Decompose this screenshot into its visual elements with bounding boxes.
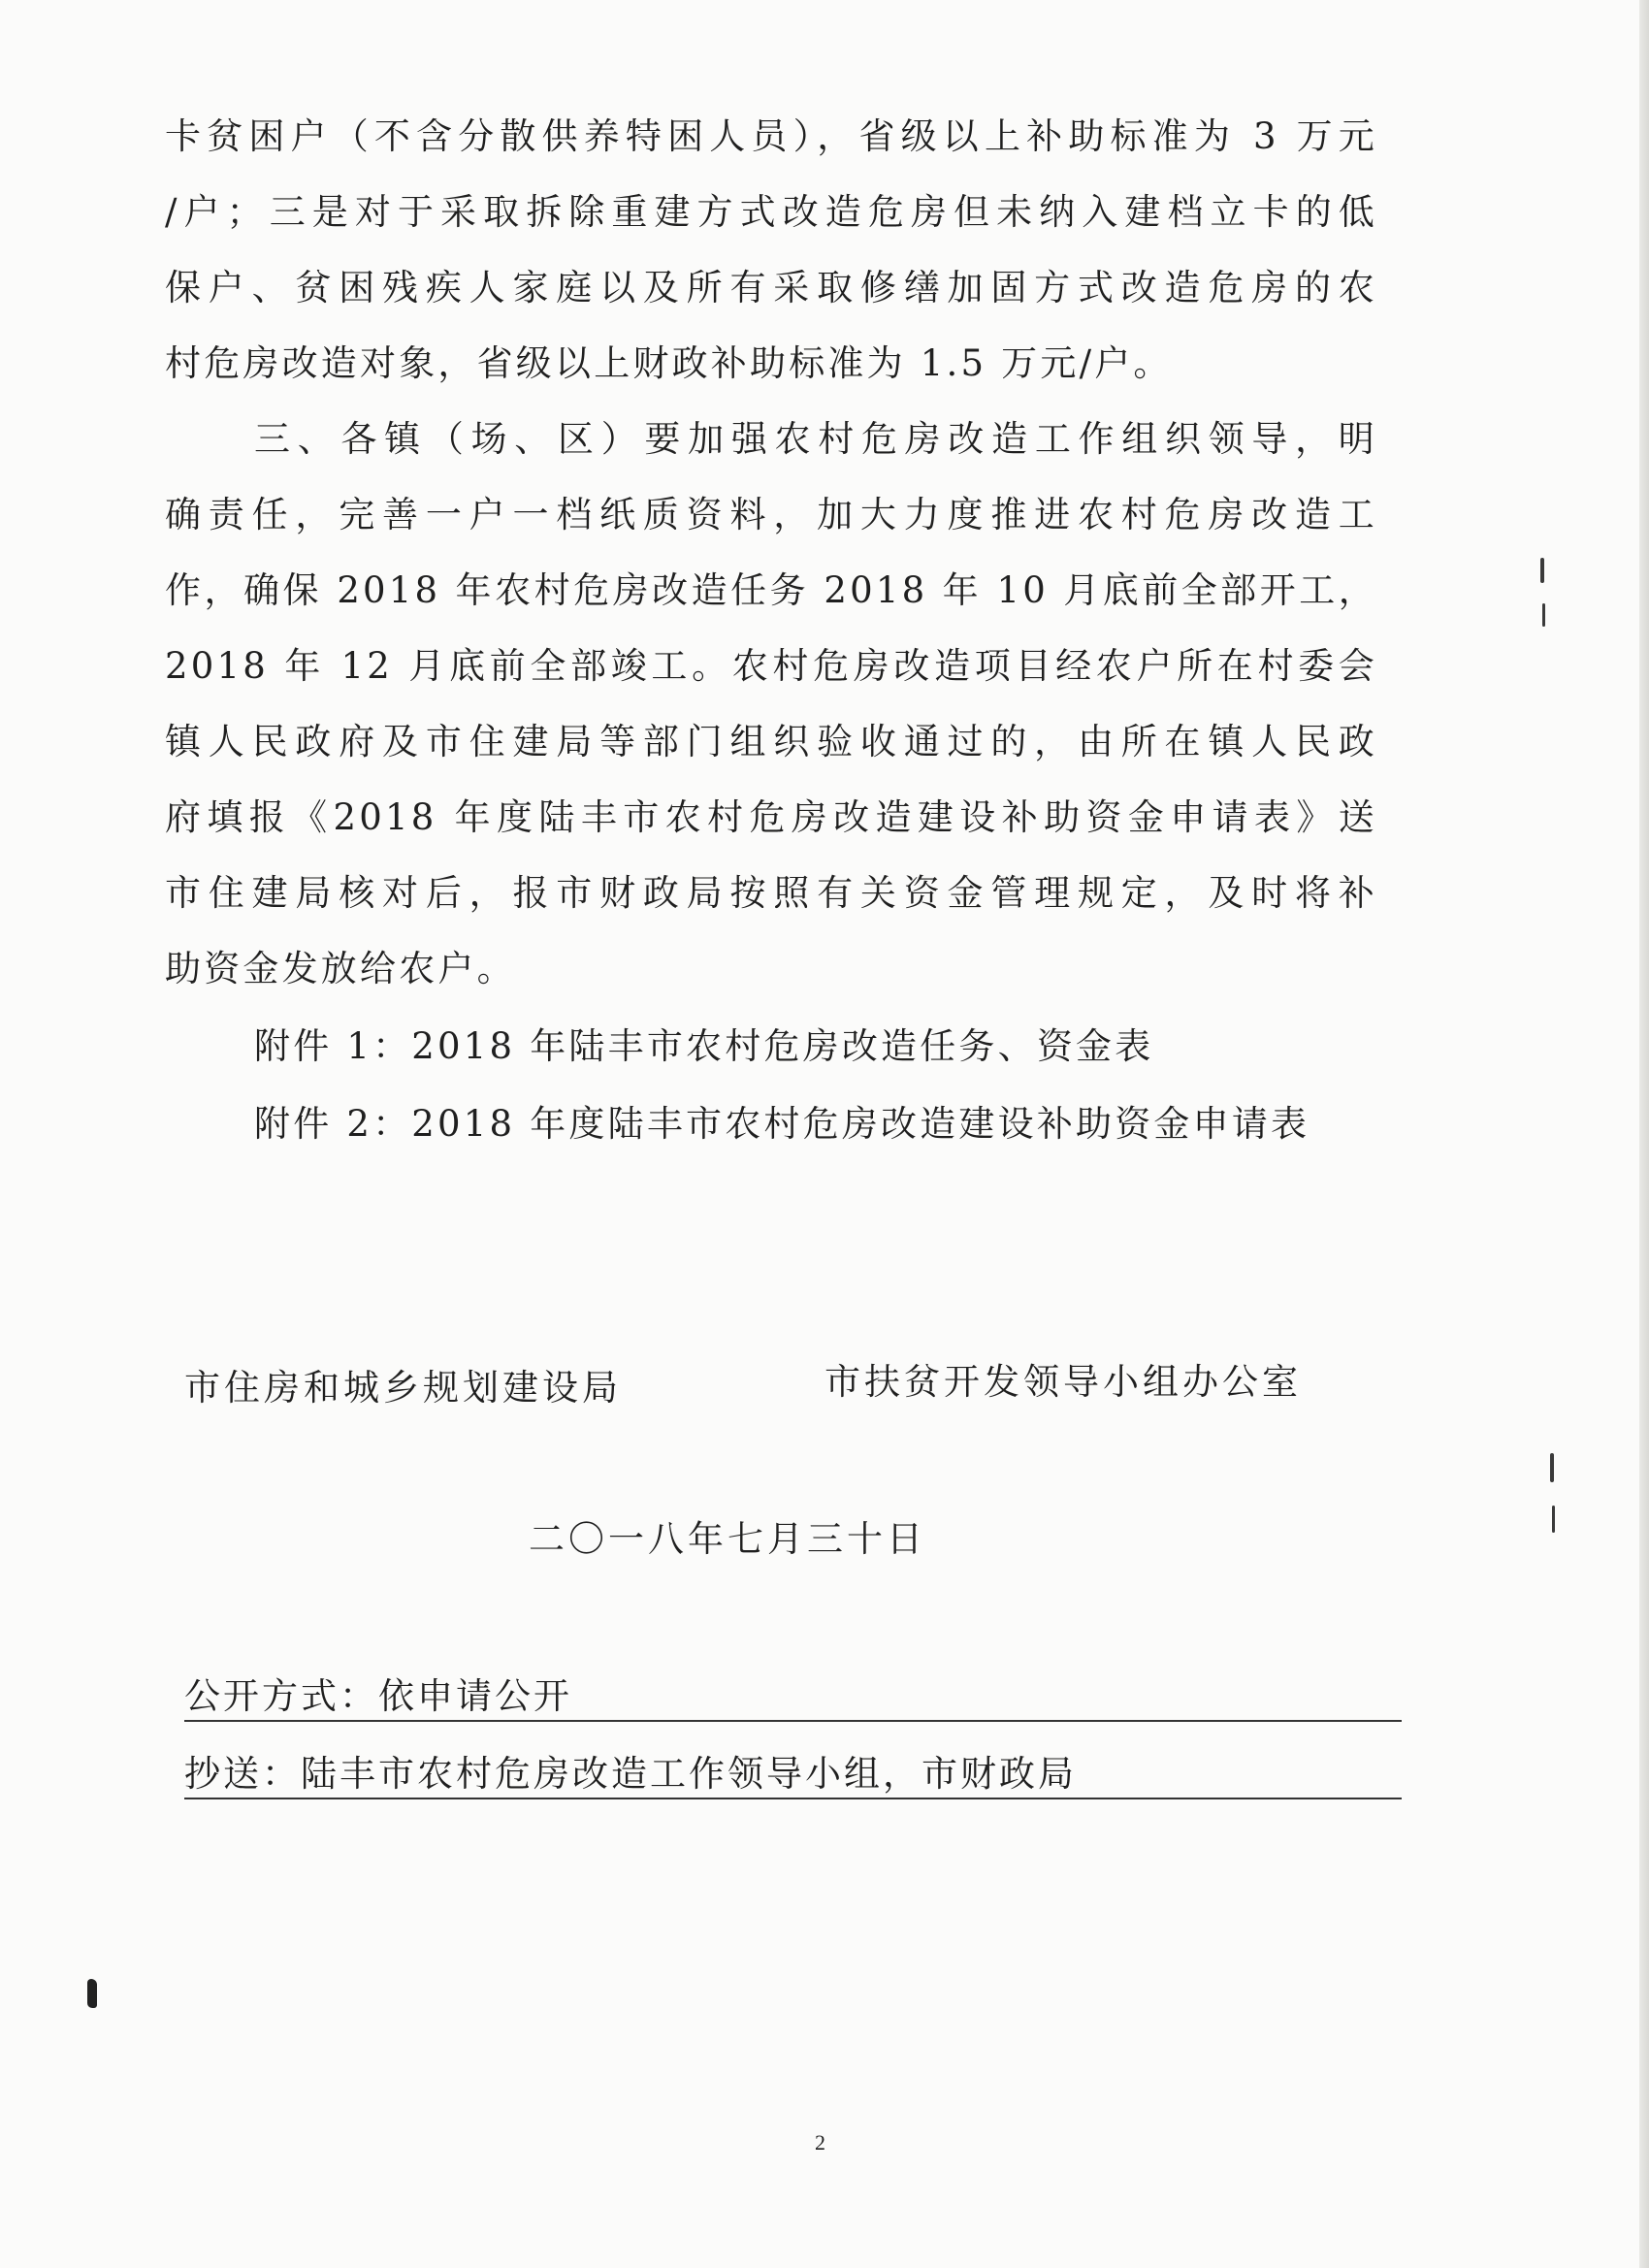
scan-edge xyxy=(1639,0,1649,2268)
section-three-heading-line: 三、各镇（场、区）要加强农村危房改造工作组织领导，明 xyxy=(254,418,1377,460)
body-line-4: 村危房改造对象，省级以上财政补助标准为 1.5 万元/户。 xyxy=(165,342,1173,384)
body-line-9: 镇人民政府及市住建局等部门组织验收通过的，由所在镇人民政 xyxy=(165,721,1377,762)
body-line-10: 府填报《2018 年度陆丰市农村危房改造建设补助资金申请表》送 xyxy=(165,796,1377,838)
cc-recipients: 抄送：陆丰市农村危房改造工作领导小组，市财政局 xyxy=(184,1756,1402,1799)
ink-mark xyxy=(87,1979,97,2008)
body-line-3: 保户、贫困残疾人家庭以及所有采取修缮加固方式改造危房的农 xyxy=(165,267,1377,308)
body-line-7: 作，确保 2018 年农村危房改造任务 2018 年 10 月底前全部开工， xyxy=(165,569,1377,611)
body-line-6: 确责任，完善一户一档纸质资料，加大力度推进农村危房改造工 xyxy=(165,494,1377,535)
body-line-11: 市住建局核对后，报市财政局按照有关资金管理规定，及时将补 xyxy=(165,872,1377,914)
staple-mark xyxy=(1552,1506,1555,1533)
staple-mark xyxy=(1550,1453,1554,1482)
issuer-right: 市扶贫开发领导小组办公室 xyxy=(824,1361,1302,1403)
body-line-8: 2018 年 12 月底前全部竣工。农村危房改造项目经农户所在村委会 xyxy=(165,645,1377,687)
body-line-2: /户；三是对于采取拆除重建方式改造危房但未纳入建档立卡的低 xyxy=(165,191,1377,233)
page-number: 2 xyxy=(815,2130,825,2155)
attachment-1: 附件 1：2018 年陆丰市农村危房改造任务、资金表 xyxy=(254,1025,1154,1067)
disclosure-method: 公开方式：依申请公开 xyxy=(184,1678,1402,1722)
issuer-left: 市住房和城乡规划建设局 xyxy=(184,1367,622,1409)
staple-mark xyxy=(1542,603,1545,627)
attachment-2: 附件 2：2018 年度陆丰市农村危房改造建设补助资金申请表 xyxy=(254,1103,1310,1145)
staple-mark xyxy=(1540,558,1544,583)
body-line-1: 卡贫困户（不含分散供养特困人员），省级以上补助标准为 3 万元 xyxy=(165,115,1377,157)
issue-date: 二〇一八年七月三十日 xyxy=(529,1518,926,1560)
body-line-12: 助资金发放给农户。 xyxy=(165,948,516,989)
